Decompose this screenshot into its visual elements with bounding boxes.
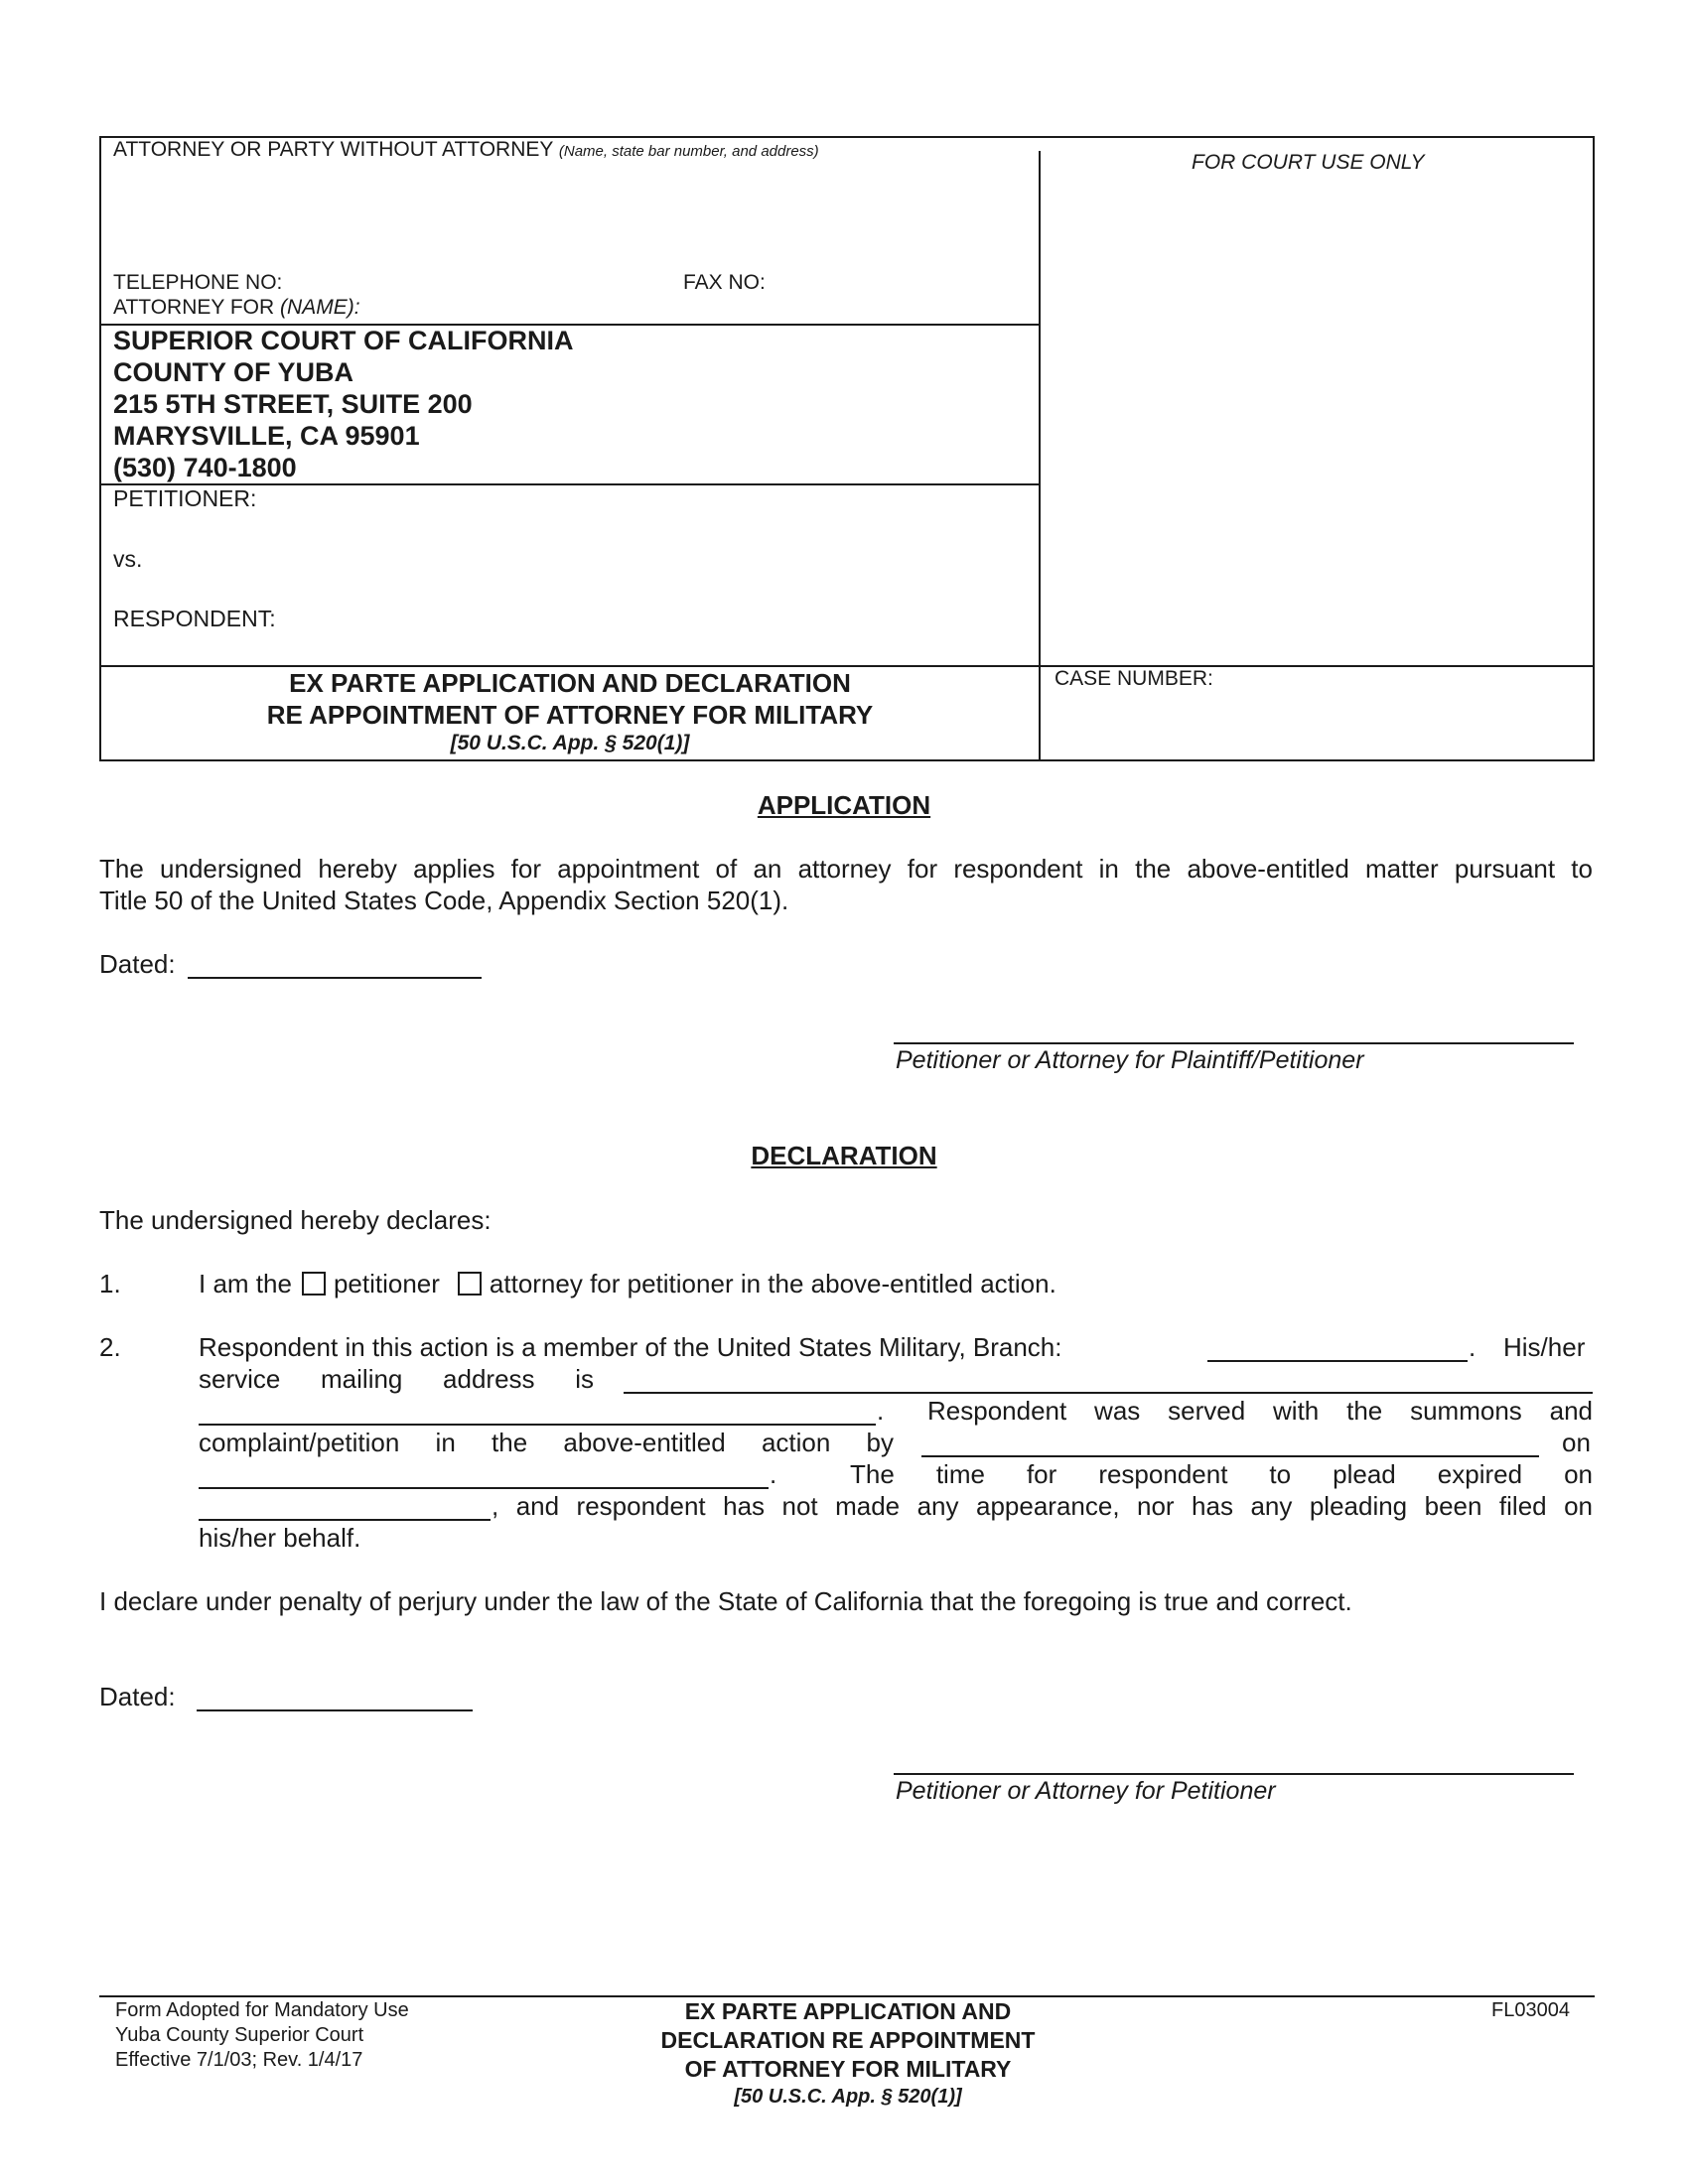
mailing-address-field-1[interactable]: [624, 1392, 1593, 1394]
attorney-for-hint: (NAME):: [280, 296, 360, 319]
service-method-field[interactable]: [921, 1455, 1539, 1457]
item2-line1b: .: [1469, 1332, 1477, 1362]
form-title-line1: EX PARTE APPLICATION AND DECLARATION: [289, 668, 851, 698]
footer-center: [550, 1997, 1146, 2110]
declaration-signature-line[interactable]: [894, 1773, 1574, 1775]
application-heading: APPLICATION: [757, 790, 931, 820]
declaration-date-field[interactable]: [197, 1709, 473, 1711]
vs-label: vs.: [113, 546, 143, 572]
application-dated-label: Dated:: [99, 949, 176, 979]
item2-line1c: His/her: [1503, 1332, 1586, 1362]
form-number: FL03004: [1491, 1999, 1570, 2021]
declaration-intro: The undersigned hereby declares:: [99, 1205, 492, 1235]
application-line1: The undersigned hereby applies for appointment of an attorney for respondent in the above-entitled matter pursuant to: [99, 854, 1593, 884]
item2-line2a: service mailing address is: [199, 1364, 594, 1394]
footer-left: [115, 1998, 409, 2073]
plead-expired-date-field[interactable]: [199, 1519, 491, 1521]
footer-left-line3: Effective 7/1/03; Rev. 1/4/17: [115, 2049, 363, 2071]
perjury-statement: I declare under penalty of perjury under the law of the State of California that the foregoing is true and correct.: [99, 1586, 1352, 1616]
branch-field[interactable]: [1207, 1360, 1468, 1362]
attorney-for-label: ATTORNEY FOR: [113, 296, 275, 319]
form-title-cite: [50 U.S.C. App. § 520(1)]: [450, 732, 690, 754]
attorney-label: ATTORNEY OR PARTY WITHOUT ATTORNEY: [113, 138, 554, 161]
item1-prefix: I am the: [199, 1269, 292, 1298]
item2-line4b: on: [1562, 1428, 1591, 1457]
attorney-for-row: [113, 296, 360, 320]
footer-left-line2: Yuba County Superior Court: [115, 2024, 364, 2046]
footer-title-line3: OF ATTORNEY FOR MILITARY: [684, 2056, 1012, 2082]
form-title-line2: RE APPOINTMENT OF ATTORNEY FOR MILITARY: [266, 700, 874, 730]
application-line2: Title 50 of the United States Code, Appendix Section 520(1).: [99, 886, 789, 915]
item1-row: [199, 1269, 1056, 1299]
item1-option1: petitioner: [333, 1269, 440, 1298]
respondent-label: RESPONDENT:: [113, 606, 276, 631]
telephone-label: TELEPHONE NO:: [113, 271, 283, 294]
court-phone: (530) 740-1800: [113, 453, 297, 482]
item1-number: 1.: [99, 1269, 121, 1298]
footer-title-line1: EX PARTE APPLICATION AND: [684, 1998, 1012, 2024]
item2-line6a: , and respondent has not made any appearance, nor has any pleading been filed on: [492, 1491, 1593, 1521]
mailing-address-field-2[interactable]: [199, 1424, 876, 1426]
item2-line7: his/her behalf.: [199, 1523, 361, 1553]
item2-number: 2.: [99, 1332, 121, 1362]
item2-line4a: complaint/petition in the above-entitled action by: [199, 1428, 894, 1457]
service-date-field[interactable]: [199, 1487, 769, 1489]
item2-line3b: Respondent was served with the summons and: [927, 1396, 1593, 1426]
item1-option2: attorney for petitioner in the above-entitled action.: [489, 1269, 1056, 1298]
court-city: MARYSVILLE, CA 95901: [113, 421, 420, 451]
attorney-label-row: [113, 138, 819, 162]
form-title: [99, 667, 1041, 756]
declaration-heading: DECLARATION: [751, 1141, 937, 1170]
case-number-label: CASE NUMBER:: [1055, 667, 1213, 690]
application-date-field[interactable]: [188, 977, 482, 979]
petitioner-label: PETITIONER:: [113, 485, 257, 511]
item2-line1a: Respondent in this action is a member of the United States Military, Branch:: [199, 1332, 1062, 1362]
court-address: [113, 325, 574, 483]
item2-line5b: The time for respondent to plead expired on: [850, 1459, 1593, 1489]
attorney-hint: (Name, state bar number, and address): [558, 143, 819, 160]
fax-label: FAX NO:: [683, 271, 766, 294]
footer-cite: [50 U.S.C. App. § 520(1)]: [734, 2086, 962, 2108]
application-signature-line[interactable]: [894, 1042, 1574, 1044]
item2-line3a: .: [877, 1396, 885, 1426]
declaration-dated-label: Dated:: [99, 1682, 176, 1711]
court-name: SUPERIOR COURT OF CALIFORNIA: [113, 326, 574, 355]
court-street: 215 5TH STREET, SUITE 200: [113, 389, 473, 419]
footer-left-line1: Form Adopted for Mandatory Use: [115, 1999, 409, 2021]
attorney-checkbox[interactable]: [458, 1272, 482, 1296]
item2-line5a: .: [770, 1459, 777, 1489]
petitioner-checkbox[interactable]: [302, 1272, 326, 1296]
footer-title-line2: DECLARATION RE APPOINTMENT: [660, 2027, 1036, 2053]
court-use-label: FOR COURT USE ONLY: [1192, 151, 1425, 174]
declaration-signature-caption: Petitioner or Attorney for Petitioner: [896, 1777, 1276, 1805]
court-county: COUNTY OF YUBA: [113, 357, 354, 387]
application-signature-caption: Petitioner or Attorney for Plaintiff/Petitioner: [896, 1046, 1364, 1074]
